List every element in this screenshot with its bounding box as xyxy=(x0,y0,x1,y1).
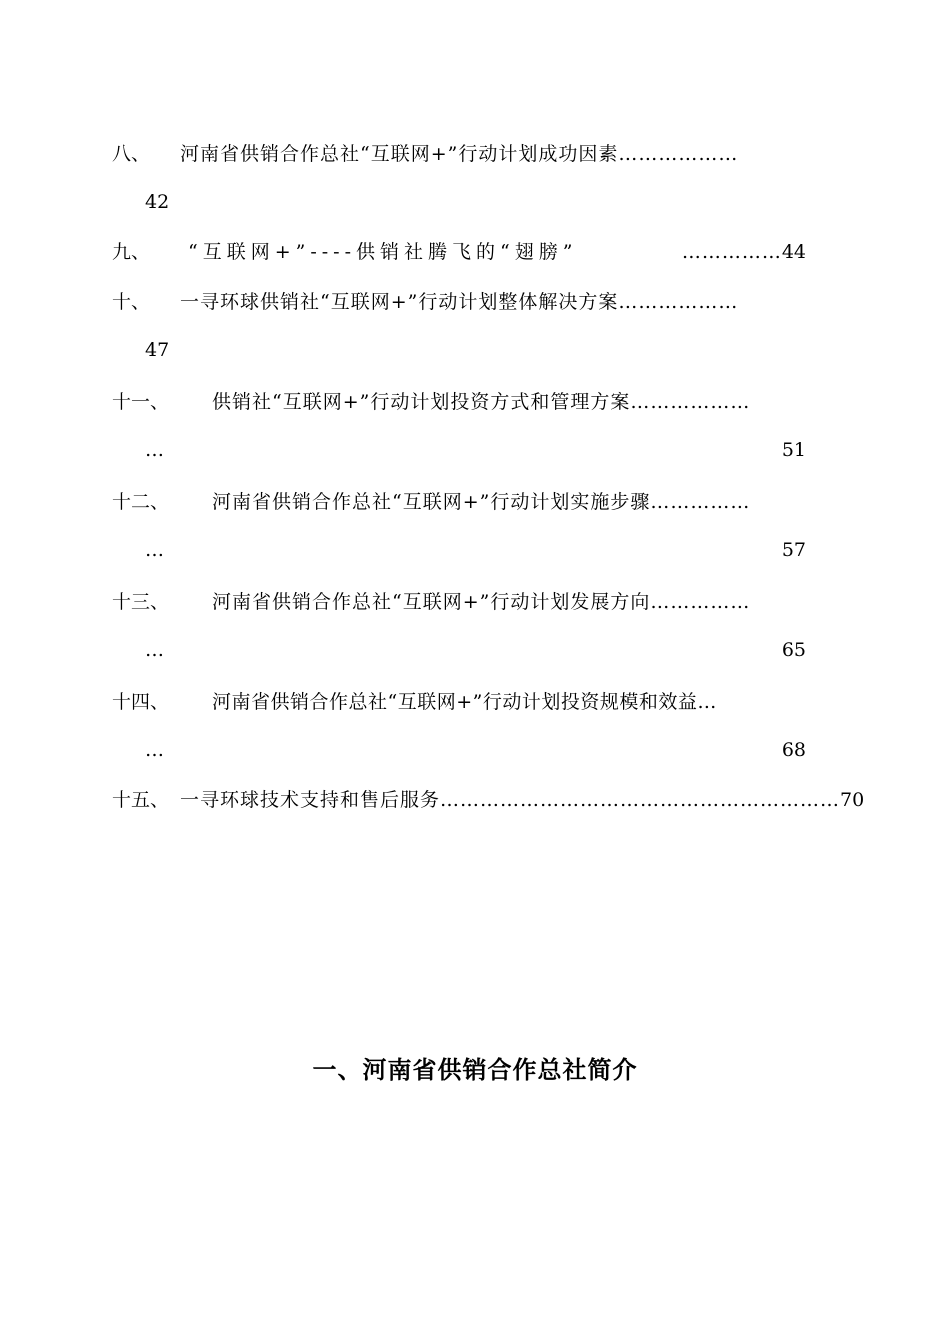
toc-title: 河南省供销合作总社“互联网+”行动计划成功因素 xyxy=(180,143,619,165)
toc-leader-dots: … xyxy=(145,739,164,761)
toc-leader-dots: …………… xyxy=(650,591,751,613)
toc-number: 十三、 xyxy=(112,591,170,613)
toc-page-number: 47 xyxy=(145,339,170,361)
toc-entry-12[interactable] xyxy=(112,486,806,518)
toc-entry-11[interactable] xyxy=(112,386,806,418)
toc-entry-10[interactable] xyxy=(112,286,806,318)
toc-entry-13[interactable] xyxy=(112,586,806,618)
section-heading: 一、河南省供销合作总社简介 xyxy=(312,1056,638,1084)
toc-entry-12-continuation xyxy=(145,534,806,566)
toc-entry-8[interactable] xyxy=(112,138,806,170)
toc-leader-dots: …………………………………………………… xyxy=(440,789,841,811)
toc-title: 河南省供销合作总社“互联网+”行动计划实施步骤 xyxy=(212,491,651,513)
toc-leader-dots: ……………… xyxy=(618,291,739,313)
toc-page-number: 57 xyxy=(781,539,806,561)
toc-leader-dots: ……………… xyxy=(618,143,739,165)
toc-number: 九、 xyxy=(112,241,151,263)
toc-entry-9[interactable] xyxy=(112,236,806,268)
toc-page-number: 42 xyxy=(145,191,170,213)
toc-number: 十五、 xyxy=(112,789,170,811)
toc-leader-dots: … xyxy=(145,639,164,661)
toc-entry-13-continuation xyxy=(145,634,806,666)
toc-number: 十二、 xyxy=(112,491,170,513)
toc-title: 河南省供销合作总社“互联网+”行动计划投资规模和效益 xyxy=(212,691,698,713)
toc-entry-11-continuation xyxy=(145,434,806,466)
toc-page-number: 51 xyxy=(781,439,806,461)
toc-number: 十四、 xyxy=(112,691,170,713)
toc-leader-dots: …………… xyxy=(650,491,751,513)
toc-entry-14-continuation xyxy=(145,734,806,766)
toc-title: “互联网+”----供销社腾飞的“翅膀” xyxy=(188,241,578,263)
toc-leader-dots: ……………… xyxy=(630,391,751,413)
toc-page-number: 65 xyxy=(781,639,806,661)
toc-number: 十、 xyxy=(112,291,151,313)
toc-title: 一寻环球供销社“互联网+”行动计划整体解决方案 xyxy=(180,291,619,313)
toc-entry-10-continuation xyxy=(145,334,806,366)
toc-title: 供销社“互联网+”行动计划投资方式和管理方案 xyxy=(212,391,631,413)
toc-number: 十一、 xyxy=(112,391,170,413)
toc-leader-dots: …………… xyxy=(681,241,782,263)
toc-title: 一寻环球技术支持和售后服务 xyxy=(180,789,441,811)
toc-leader-dots: … xyxy=(697,691,718,713)
toc-entry-14[interactable] xyxy=(112,686,806,718)
toc-title: 河南省供销合作总社“互联网+”行动计划发展方向 xyxy=(212,591,651,613)
toc-leader-dots: … xyxy=(145,539,164,561)
toc-entry-15[interactable] xyxy=(112,784,865,816)
toc-page-number: 68 xyxy=(781,739,806,761)
toc-leader-dots: … xyxy=(145,439,164,461)
toc-number: 八、 xyxy=(112,143,151,165)
toc-page-number: 70 xyxy=(840,789,865,811)
toc-page-number: 44 xyxy=(781,241,806,263)
toc-entry-8-continuation xyxy=(145,186,806,218)
